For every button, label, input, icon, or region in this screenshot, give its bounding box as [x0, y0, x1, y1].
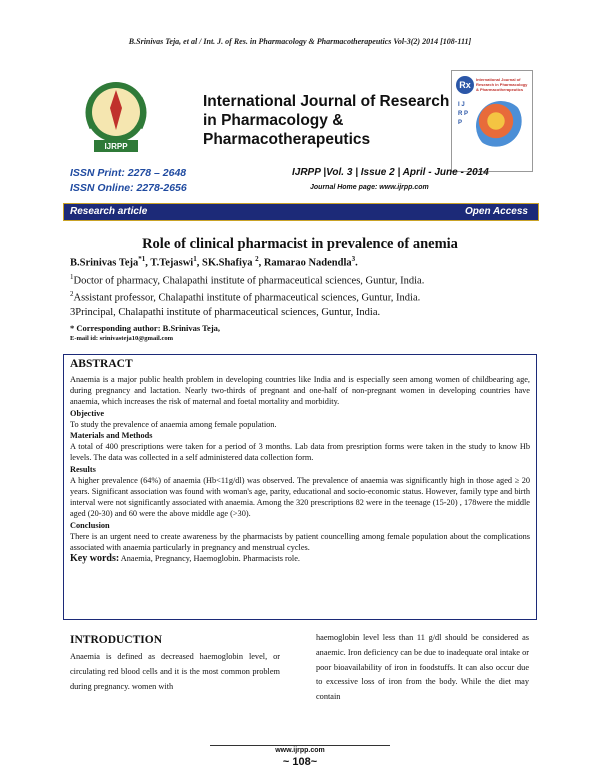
- author-end: .: [355, 257, 358, 269]
- objective-heading: Objective: [70, 408, 105, 418]
- aff-text: Doctor of pharmacy, Chalapathi institute of pharmaceutical sciences, Guntur, India.: [73, 275, 425, 287]
- article-type: Research article: [70, 206, 148, 217]
- aff-sup: 1: [70, 273, 74, 281]
- keywords-line: [70, 553, 530, 564]
- cover-letters: I J R P P: [458, 102, 468, 126]
- author-sup: 2: [255, 255, 259, 263]
- abstract-body: [70, 374, 530, 564]
- paper-title: Role of clinical pharmacist in prevalence of anemia: [142, 236, 458, 252]
- volume-line: IJRPP |Vol. 3 | Issue 2 | April - June - 2014: [292, 167, 489, 178]
- introduction-heading: INTRODUCTION: [70, 634, 163, 646]
- abstract-title: ABSTRACT: [70, 358, 133, 370]
- issn-online: ISSN Online: 2278-2656: [70, 182, 187, 194]
- cover-rx-logo: Rx: [456, 76, 474, 94]
- abstract-box: [63, 354, 537, 620]
- author-email[interactable]: E-mail id: srinivasteja10@gmail.com: [70, 335, 173, 342]
- open-access-label: Open Access: [465, 206, 528, 217]
- footer-divider: [210, 745, 390, 746]
- journal-cover-image: [451, 70, 533, 172]
- affiliation-2: [70, 290, 420, 304]
- results-heading: Results: [70, 464, 96, 474]
- keywords-text: Anaemia, Pregnancy, Haemoglobin. Pharmacists role.: [119, 554, 300, 564]
- author-name: , Ramarao Nadendla: [258, 257, 352, 269]
- author-sup: *1: [138, 255, 146, 263]
- results-text: A higher prevalence (64%) of anaemia (Hb<11g/dl) was observed. The prevalence of anaemia was significantly high in those aged ≥ 20 years. Significant association was found with woman's age, parity, educational and socio-economic status. However, family type and birth interval were not significantly associated with anaemia. Among the 320 prescriptions 82 were in the teenage (15-20) , 178were the middle aged (20-30) and 60 were the above middle age (>30).: [70, 475, 530, 519]
- objective-text: To study the prevalence of anaemia among female population.: [70, 419, 277, 429]
- conclusion-heading: Conclusion: [70, 520, 110, 530]
- methods-text: A total of 400 prescriptions were taken for a period of 3 months. Lab data from presription forms were taken in the study to know Hb levels. The data was collected in a self administered data collection form.: [70, 442, 530, 463]
- affiliation-3: 3Principal, Chalapathi institute of pharmaceutical sciences, Guntur, India.: [70, 307, 381, 318]
- issn-print: ISSN Print: 2278 – 2648: [70, 167, 187, 179]
- author-sup: 3: [351, 255, 356, 263]
- introduction-column-2: haemoglobin level less than 11 g/dl should be considered as anaemic. Iron deficiency can be due to inadequate oral intake or poor bioavailability of iron in foodstuffs. It can also occur due to excessive loss of iron from the body. While the diet may contain: [316, 633, 529, 702]
- journal-home-page: Journal Home page: www.ijrpp.com: [310, 184, 429, 191]
- author-name: , SK.Shafiya: [196, 257, 256, 269]
- journal-logo-icon: [70, 68, 162, 160]
- page-number: ~ 108~: [282, 756, 318, 768]
- author-list: [70, 255, 358, 269]
- author-name: , T.Tejaswi: [145, 257, 194, 269]
- introduction-column-1: Anaemia is defined as decreased haemoglobin level, or circulating red blood cells and it is the most common problem during pregnancy. women with: [70, 652, 280, 691]
- conclusion-text: There is an urgent need to create awareness by the pharmacists by patient councelling among female population about the complications associated with anaemia particularly in pregnancy and menstrual cycles.: [70, 531, 530, 553]
- author-name: B.Srinivas Teja: [70, 257, 139, 269]
- aff-sup: 2: [70, 290, 74, 298]
- corresponding-author: * Corresponding author: B.Srinivas Teja,: [70, 323, 221, 333]
- aff-text: Assistant professor, Chalapathi institute of pharmaceutical sciences, Guntur, India.: [73, 292, 421, 304]
- journal-header: [70, 60, 550, 160]
- running-head: B.Srinivas Teja, et al / Int. J. of Res. in Pharmacology & Pharmacotherapeutics Vol-3(2) 2014 [108-111]: [128, 37, 472, 46]
- methods-heading: Materials and Methods: [70, 431, 153, 441]
- article-type-bar: [63, 203, 539, 221]
- cover-title: International Journal of Research in Pharmacology & Pharmacotherapeutics: [476, 77, 528, 92]
- footer-url[interactable]: www.ijrpp.com: [275, 747, 325, 754]
- pills-icon: [476, 101, 526, 151]
- journal-title: International Journal of Research in Pharmacology & Pharmacotherapeutics: [203, 93, 450, 148]
- keywords-label: Key words:: [70, 553, 120, 565]
- author-sup: 1: [193, 255, 197, 263]
- abstract-intro: Anaemia is a major public health problem in developing countries like India and is especially seen among women of childbearing age, during pregnancy and lactation. Nearly two-thirds of pregnant and one-half of non-pregnant women in developing countries have anaemia, which increases the risk of maternal and foetal mortality and morbidity.: [70, 375, 530, 407]
- journal-logo-text: IJRPP: [104, 142, 128, 151]
- affiliation-1: [70, 273, 424, 287]
